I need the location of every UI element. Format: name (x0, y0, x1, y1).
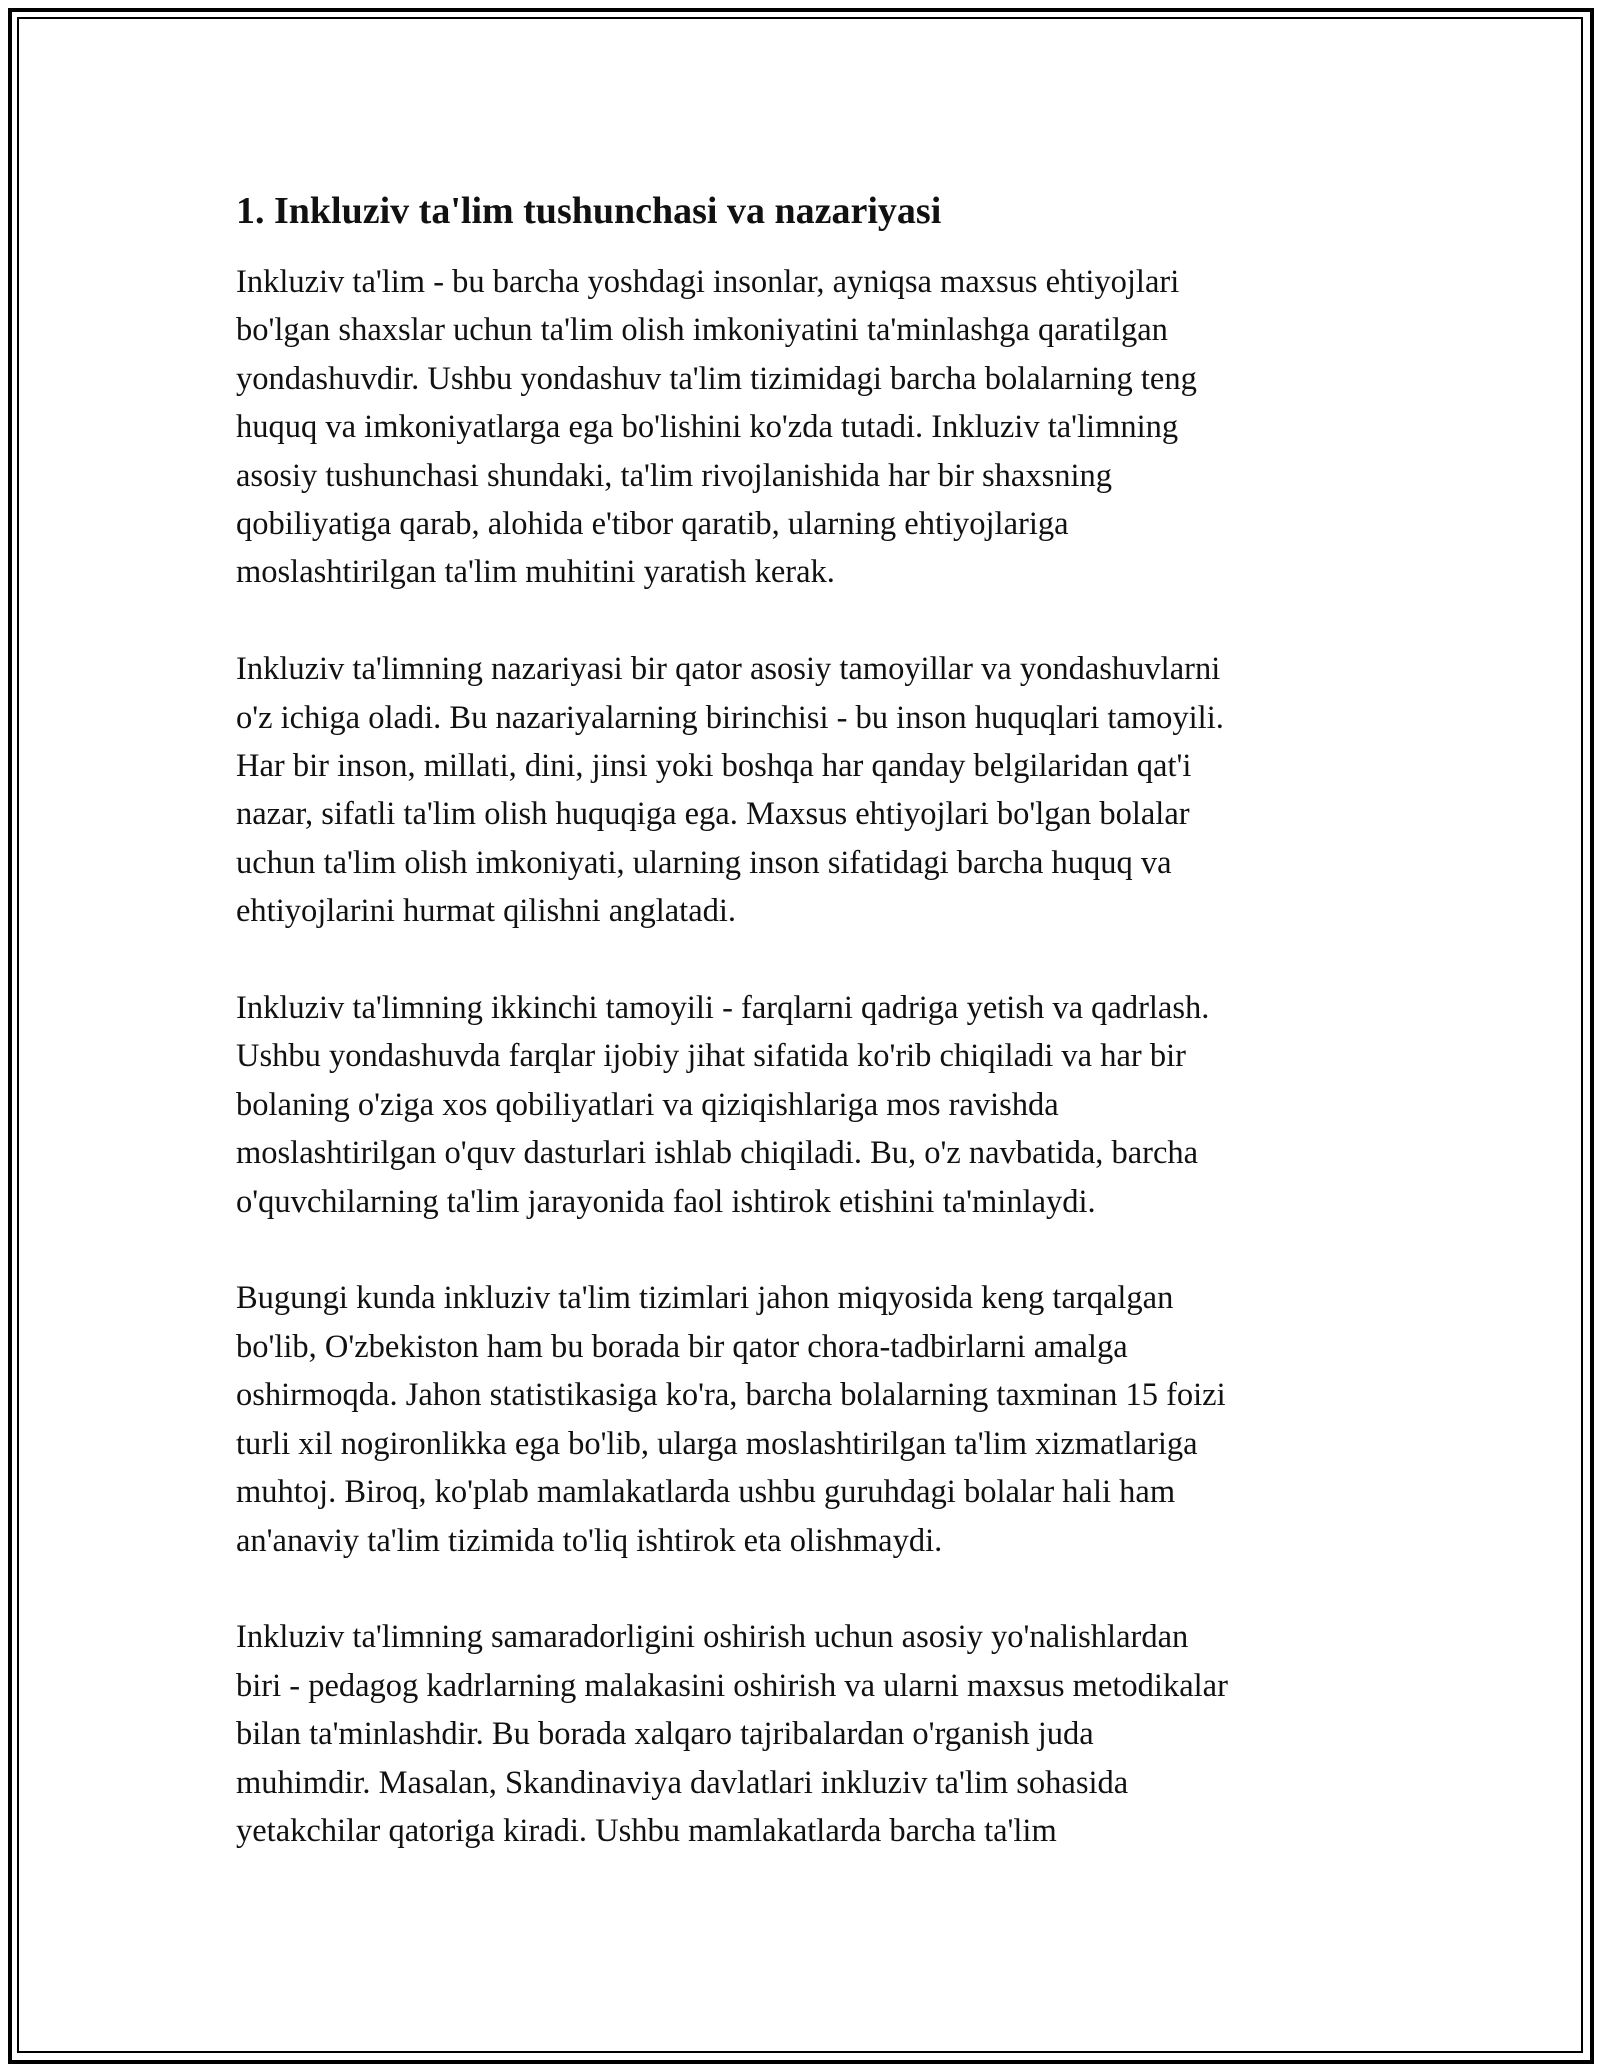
text-line: bolaning o'ziga xos qobiliyatlari va qiziqishlariga mos ravishda (236, 1086, 1059, 1123)
text-line: Ushbu yondashuvda farqlar ijobiy jihat sifatida ko'rib chiqiladi va har bir (236, 1038, 1186, 1075)
text-line: huquq va imkoniyatlarga ega bo'lishini ko'zda tutadi. Inkluziv ta'limning (236, 409, 1179, 446)
paragraph (236, 1613, 1366, 1855)
paragraph-list (236, 258, 1366, 1855)
text-line: bo'lib, O'zbekiston ham bu borada bir qator chora-tadbirlarni amalga (236, 1328, 1128, 1365)
text-line: moslashtirilgan ta'lim muhitini yaratish kerak. (236, 554, 835, 591)
section-heading: 1. Inkluziv ta'lim tushunchasi va nazariyasi (236, 190, 942, 232)
paragraph (236, 1274, 1366, 1564)
text-line: o'z ichiga oladi. Bu nazariyalarning birinchisi - bu inson huquqlari tamoyili. (236, 699, 1224, 736)
text-line: qobiliyatiga qarab, alohida e'tibor qaratib, ularning ehtiyojlariga (236, 506, 1069, 543)
paragraph (236, 258, 1366, 597)
text-line: an'anaviy ta'lim tizimida to'liq ishtirok eta olishmaydi. (236, 1522, 943, 1559)
text-line: oshirmoqda. Jahon statistikasiga ko'ra, barcha bolalarning taxminan 15 foizi (236, 1377, 1226, 1414)
text-line: Bugungi kunda inkluziv ta'lim tizimlari jahon miqyosida keng tarqalgan (236, 1280, 1174, 1317)
text-line: ehtiyojlarini hurmat qilishni anglatadi. (236, 893, 737, 930)
text-line: nazar, sifatli ta'lim olish huquqiga ega. Maxsus ehtiyojlari bo'lgan bolalar (236, 796, 1190, 833)
text-line: Har bir inson, millati, dini, jinsi yoki boshqa har qanday belgilaridan qat'i (236, 748, 1192, 785)
text-line: uchun ta'lim olish imkoniyati, ularning inson sifatidagi barcha huquq va (236, 844, 1172, 881)
text-line: o'quvchilarning ta'lim jarayonida faol ishtirok etishini ta'minlaydi. (236, 1183, 1096, 1220)
text-line: muhimdir. Masalan, Skandinaviya davlatlari inkluziv ta'lim sohasida (236, 1764, 1129, 1801)
text-line: bo'lgan shaxslar uchun ta'lim olish imkoniyatini ta'minlashga qaratilgan (236, 312, 1168, 349)
paragraph (236, 645, 1366, 935)
text-line: yondashuvdir. Ushbu yondashuv ta'lim tizimidagi barcha bolalarning teng (236, 360, 1197, 397)
paragraph (236, 984, 1366, 1226)
text-line: yetakchilar qatoriga kiradi. Ushbu mamlakatlarda barcha ta'lim (236, 1812, 1057, 1849)
text-line: muhtoj. Biroq, ko'plab mamlakatlarda ushbu guruhdagi bolalar hali ham (236, 1474, 1176, 1511)
text-line: biri - pedagog kadrlarning malakasini oshirish va ularni maxsus metodikalar (236, 1667, 1228, 1704)
text-line: bilan ta'minlashdir. Bu borada xalqaro tajribalardan o'rganish juda (236, 1716, 1094, 1753)
text-line: Inkluziv ta'limning nazariyasi bir qator asosiy tamoyillar va yondashuvlarni (236, 651, 1221, 688)
text-line: Inkluziv ta'limning samaradorligini oshirish uchun asosiy yo'nalishlardan (236, 1619, 1189, 1656)
text-line: Inkluziv ta'limning ikkinchi tamoyili - farqlarni qadriga yetish va qadrlash. (236, 990, 1210, 1027)
document-body (236, 186, 1366, 1904)
text-line: moslashtirilgan o'quv dasturlari ishlab chiqiladi. Bu, o'z navbatida, barcha (236, 1135, 1199, 1172)
text-line: turli xil nogironlikka ega bo'lib, ularga moslashtirilgan ta'lim xizmatlariga (236, 1425, 1198, 1462)
text-line: asosiy tushunchasi shundaki, ta'lim rivojlanishida har bir shaxsning (236, 457, 1113, 494)
text-line: Inkluziv ta'lim - bu barcha yoshdagi insonlar, ayniqsa maxsus ehtiyojlari (236, 264, 1180, 300)
